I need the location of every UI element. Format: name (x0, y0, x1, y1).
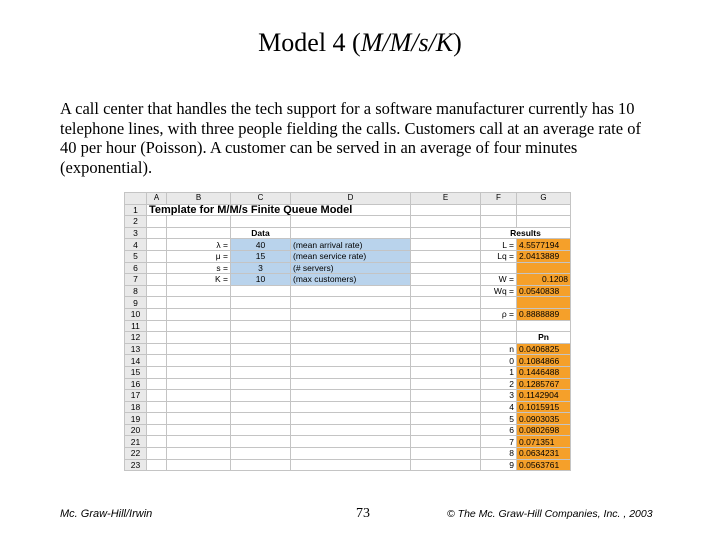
input-value[interactable]: 40 (231, 239, 291, 251)
result-label[interactable] (481, 262, 517, 274)
cell[interactable] (291, 227, 411, 239)
pn-value[interactable]: 0.1142904 (517, 390, 571, 402)
results-header[interactable]: Results (481, 227, 571, 239)
col-header-e[interactable]: E (411, 193, 481, 205)
problem-description: A call center that handles the tech support for a software manufacturer currently has 10 telephone lines, with three people fielding the calls. Customers call at an average rate of 40 per hour (Poisson). A customer can be served in an average of four minutes (exponential). (60, 99, 641, 177)
cell[interactable] (411, 216, 481, 228)
input-desc[interactable]: (mean service rate) (291, 250, 411, 262)
cell[interactable] (291, 424, 411, 436)
input-desc[interactable]: (mean arrival rate) (291, 239, 411, 251)
spreadsheet (124, 192, 571, 471)
cell[interactable] (147, 448, 167, 460)
cell[interactable] (167, 227, 231, 239)
cell[interactable] (291, 436, 411, 448)
cell[interactable] (411, 401, 481, 413)
cell[interactable] (411, 308, 481, 320)
cell[interactable] (147, 401, 167, 413)
cell[interactable] (167, 378, 231, 390)
title-main: Model 4 ( (258, 28, 361, 57)
cell[interactable] (147, 332, 167, 344)
cell[interactable] (147, 297, 167, 309)
row-header[interactable]: 22 (125, 448, 147, 460)
result-value[interactable]: 4.5577194 (517, 239, 571, 251)
row-header[interactable]: 16 (125, 378, 147, 390)
cell[interactable] (167, 308, 231, 320)
input-value[interactable]: 10 (231, 274, 291, 286)
n-value[interactable]: 0 (481, 355, 517, 367)
input-value[interactable]: 15 (231, 250, 291, 262)
pn-value[interactable]: 0.0903035 (517, 413, 571, 425)
cell[interactable] (411, 274, 481, 286)
cell[interactable] (411, 424, 481, 436)
n-header[interactable]: n (481, 343, 517, 355)
row-header[interactable]: 3 (125, 227, 147, 239)
result-label[interactable]: L = (481, 239, 517, 251)
cell[interactable] (167, 285, 231, 297)
row-header[interactable]: 6 (125, 262, 147, 274)
cell[interactable] (291, 285, 411, 297)
cell[interactable] (167, 355, 231, 367)
pn-value[interactable]: 0.071351 (517, 436, 571, 448)
n-value[interactable]: 6 (481, 424, 517, 436)
result-value[interactable] (517, 262, 571, 274)
cell[interactable] (411, 366, 481, 378)
cell[interactable] (481, 320, 517, 332)
row-header[interactable]: 13 (125, 343, 147, 355)
cell[interactable] (231, 378, 291, 390)
cell[interactable] (147, 308, 167, 320)
n-value[interactable]: 1 (481, 366, 517, 378)
col-header-f[interactable]: F (481, 193, 517, 205)
cell[interactable] (411, 355, 481, 367)
cell[interactable] (291, 320, 411, 332)
cell[interactable] (147, 459, 167, 471)
row-header[interactable]: 7 (125, 274, 147, 286)
n-value[interactable]: 4 (481, 401, 517, 413)
pn-value[interactable]: 0.0802698 (517, 424, 571, 436)
cell[interactable] (147, 227, 167, 239)
pn-value[interactable]: 0.1285767 (517, 378, 571, 390)
cell[interactable] (411, 262, 481, 274)
pn-value[interactable]: 0.0406825 (517, 343, 571, 355)
cell[interactable] (147, 250, 167, 262)
cell[interactable] (167, 343, 231, 355)
cell[interactable] (167, 424, 231, 436)
result-label[interactable]: Wq = (481, 285, 517, 297)
cell[interactable] (411, 204, 481, 216)
cell[interactable] (147, 262, 167, 274)
cell[interactable] (167, 459, 231, 471)
cell[interactable] (411, 285, 481, 297)
pn-value[interactable]: 0.1084866 (517, 355, 571, 367)
cell[interactable] (411, 436, 481, 448)
cell[interactable] (147, 343, 167, 355)
input-value[interactable]: 3 (231, 262, 291, 274)
footer-publisher: Mc. Graw-Hill/Irwin (60, 508, 153, 520)
cell[interactable] (481, 216, 517, 228)
cell[interactable] (411, 250, 481, 262)
result-value[interactable] (517, 297, 571, 309)
cell[interactable] (231, 459, 291, 471)
cell[interactable] (517, 320, 571, 332)
data-header[interactable]: Data (231, 227, 291, 239)
cell[interactable] (231, 436, 291, 448)
cell[interactable] (291, 343, 411, 355)
result-label[interactable]: ρ = (481, 308, 517, 320)
cell[interactable] (291, 459, 411, 471)
row-header[interactable]: 21 (125, 436, 147, 448)
cell[interactable] (147, 366, 167, 378)
cell[interactable] (147, 355, 167, 367)
result-value[interactable]: 0.8888889 (517, 308, 571, 320)
title-end: ) (453, 28, 462, 57)
cell[interactable] (147, 239, 167, 251)
row-header[interactable]: 5 (125, 250, 147, 262)
cell[interactable] (231, 366, 291, 378)
n-value[interactable]: 9 (481, 459, 517, 471)
cell[interactable] (291, 308, 411, 320)
cell[interactable] (231, 308, 291, 320)
cell[interactable] (411, 320, 481, 332)
cell[interactable] (411, 343, 481, 355)
cell[interactable] (231, 320, 291, 332)
cell[interactable] (167, 448, 231, 460)
footer-copyright: © The Mc. Graw-Hill Companies, Inc. , 2003 (447, 508, 653, 520)
col-header-b[interactable]: B (167, 193, 231, 205)
cell[interactable] (291, 448, 411, 460)
cell[interactable] (481, 332, 517, 344)
slide-title (0, 28, 720, 58)
result-value[interactable]: 0.0540838 (517, 285, 571, 297)
cell[interactable] (517, 216, 571, 228)
cell[interactable] (147, 436, 167, 448)
cell[interactable] (167, 366, 231, 378)
cell[interactable] (167, 436, 231, 448)
row-header[interactable]: 9 (125, 297, 147, 309)
cell[interactable] (231, 401, 291, 413)
cell[interactable] (411, 332, 481, 344)
cell[interactable] (411, 413, 481, 425)
input-symbol[interactable]: λ = (167, 239, 231, 251)
cell[interactable] (481, 204, 517, 216)
cell[interactable] (231, 216, 291, 228)
cell[interactable] (411, 390, 481, 402)
cell[interactable] (147, 216, 167, 228)
row-header[interactable]: 8 (125, 285, 147, 297)
row-header[interactable]: 4 (125, 239, 147, 251)
col-header-g[interactable]: G (517, 193, 571, 205)
row-header[interactable]: 1 (125, 204, 147, 216)
cell[interactable] (231, 297, 291, 309)
page-number: 73 (356, 506, 370, 521)
cell[interactable] (231, 343, 291, 355)
cell[interactable] (411, 239, 481, 251)
corner-cell[interactable] (125, 193, 147, 205)
row-header[interactable]: 18 (125, 401, 147, 413)
result-label[interactable]: W = (481, 274, 517, 286)
cell[interactable] (411, 448, 481, 460)
cell[interactable] (167, 320, 231, 332)
n-value[interactable]: 2 (481, 378, 517, 390)
cell[interactable] (147, 285, 167, 297)
cell[interactable] (291, 378, 411, 390)
pn-header[interactable]: Pn (517, 332, 571, 344)
cell[interactable] (291, 355, 411, 367)
pn-value[interactable]: 0.1446488 (517, 366, 571, 378)
row-header[interactable]: 17 (125, 390, 147, 402)
row-header[interactable]: 19 (125, 413, 147, 425)
row-header[interactable]: 11 (125, 320, 147, 332)
row-header[interactable]: 10 (125, 308, 147, 320)
row-header[interactable]: 23 (125, 459, 147, 471)
cell[interactable] (147, 320, 167, 332)
result-value[interactable]: 0.1208 (517, 274, 571, 286)
cell[interactable] (291, 216, 411, 228)
cell[interactable] (411, 227, 481, 239)
n-value[interactable]: 8 (481, 448, 517, 460)
cell[interactable] (167, 413, 231, 425)
row-header[interactable]: 2 (125, 216, 147, 228)
result-label[interactable] (481, 297, 517, 309)
cell[interactable] (291, 297, 411, 309)
col-header-c[interactable]: C (231, 193, 291, 205)
cell[interactable] (231, 355, 291, 367)
n-value[interactable]: 7 (481, 436, 517, 448)
cell[interactable] (167, 297, 231, 309)
row-header[interactable]: 20 (125, 424, 147, 436)
cell[interactable] (231, 285, 291, 297)
result-label[interactable]: Lq = (481, 250, 517, 262)
cell[interactable] (231, 332, 291, 344)
cell[interactable] (147, 413, 167, 425)
cell[interactable] (411, 459, 481, 471)
cell[interactable] (147, 424, 167, 436)
cell[interactable] (291, 332, 411, 344)
cell[interactable] (291, 366, 411, 378)
pn-value[interactable]: 0.0563761 (517, 459, 571, 471)
n-value[interactable]: 5 (481, 413, 517, 425)
cell[interactable] (167, 332, 231, 344)
cell[interactable] (231, 424, 291, 436)
cell[interactable] (411, 378, 481, 390)
result-value[interactable]: 2.0413889 (517, 250, 571, 262)
input-desc[interactable]: (# servers) (291, 262, 411, 274)
n-value[interactable]: 3 (481, 390, 517, 402)
cell[interactable] (291, 413, 411, 425)
row-header[interactable]: 14 (125, 355, 147, 367)
cell[interactable] (231, 390, 291, 402)
cell[interactable] (147, 274, 167, 286)
row-header[interactable]: 12 (125, 332, 147, 344)
col-header-d[interactable]: D (291, 193, 411, 205)
cell[interactable] (291, 401, 411, 413)
col-header-a[interactable]: A (147, 193, 167, 205)
pn-value[interactable]: 0.1015915 (517, 401, 571, 413)
cell[interactable] (291, 390, 411, 402)
cell[interactable] (147, 390, 167, 402)
cell[interactable] (167, 401, 231, 413)
cell[interactable] (411, 297, 481, 309)
template-title[interactable]: Template for M/M/s Finite Queue Model (147, 204, 411, 216)
pn-value[interactable]: 0.0634231 (517, 448, 571, 460)
row-header[interactable]: 15 (125, 366, 147, 378)
input-desc[interactable]: (max customers) (291, 274, 411, 286)
cell[interactable] (231, 448, 291, 460)
cell[interactable] (147, 378, 167, 390)
input-symbol[interactable]: s = (167, 262, 231, 274)
cell[interactable] (231, 413, 291, 425)
cell[interactable] (167, 390, 231, 402)
title-italic: M/M/s/K (360, 28, 454, 57)
cell[interactable] (167, 216, 231, 228)
input-symbol[interactable]: μ = (167, 250, 231, 262)
input-symbol[interactable]: K = (167, 274, 231, 286)
cell[interactable] (517, 204, 571, 216)
